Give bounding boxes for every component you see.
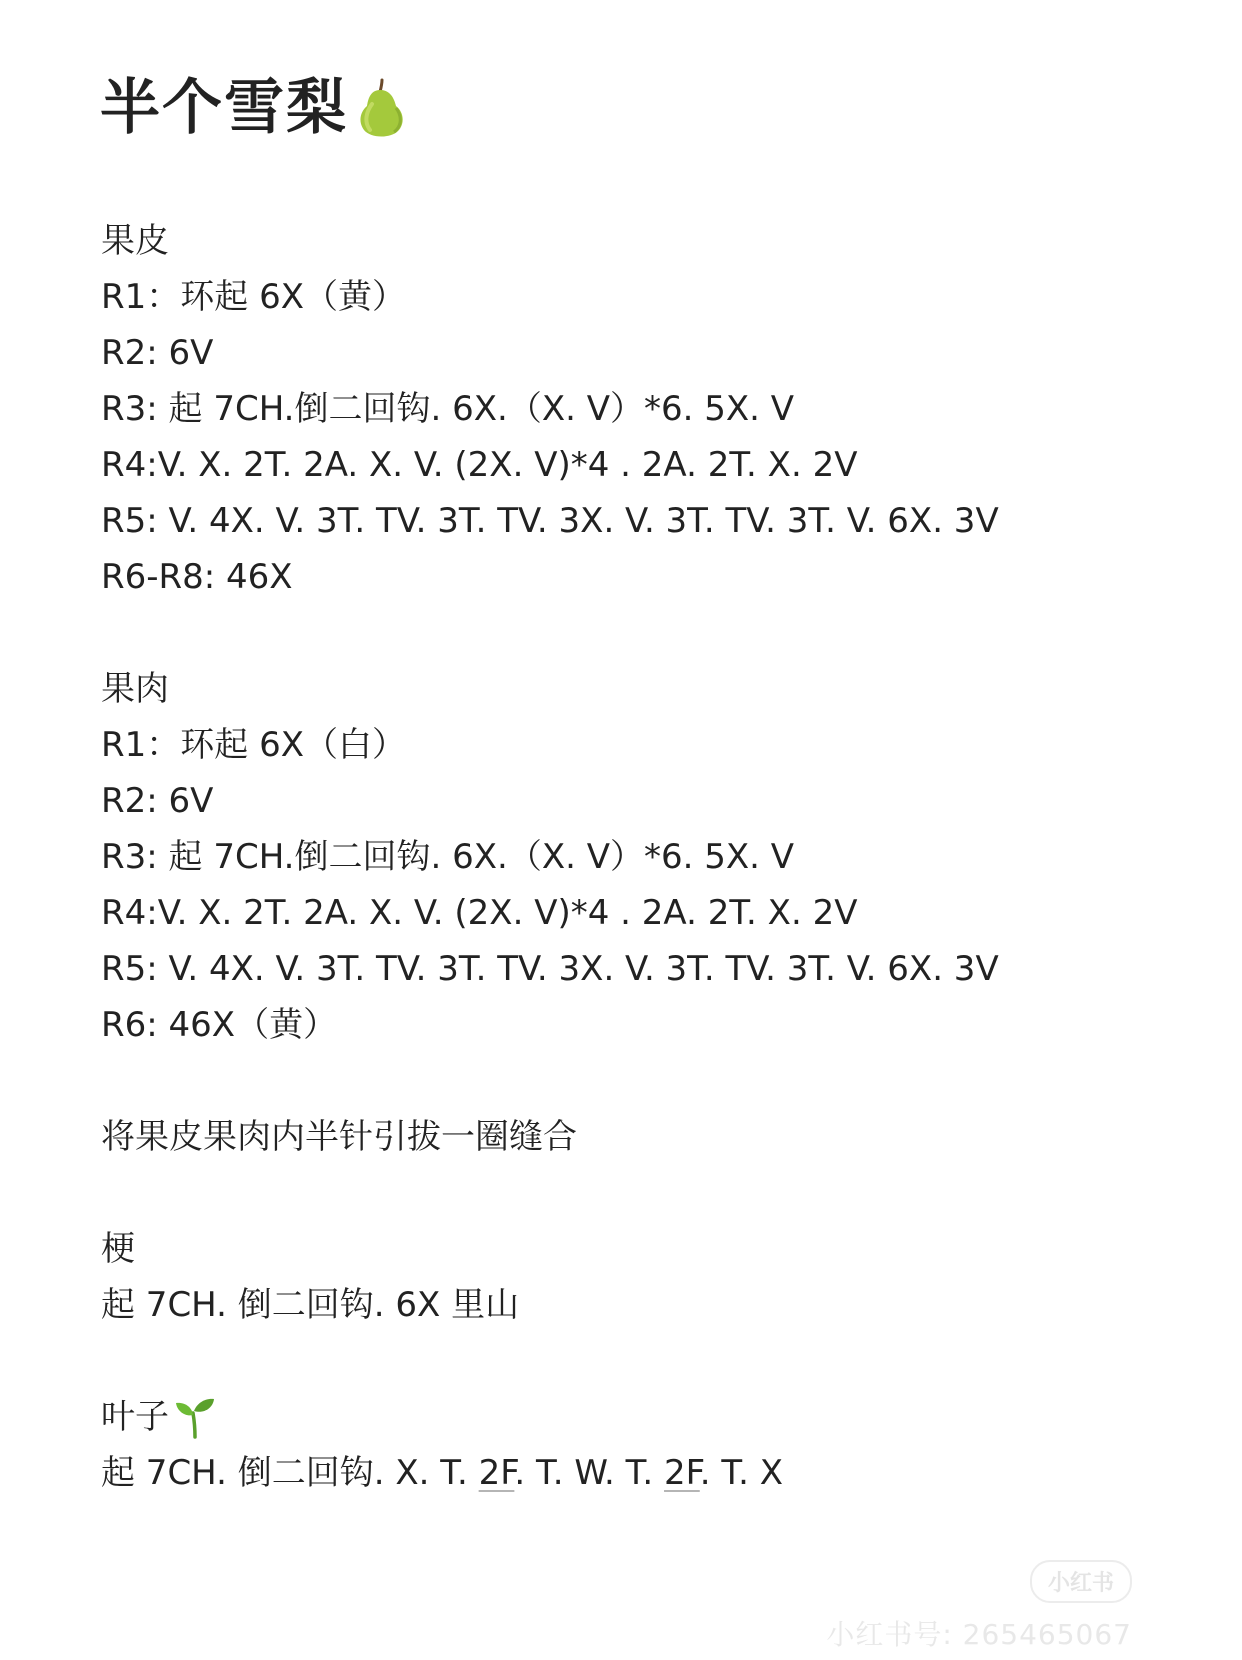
flesh-row-4: R4:V. X. 2T. 2A. X. V. (2X. V)*4 . 2A. 2T. X. 2V [101,893,858,933]
peel-row-5: R5: V. 4X. V. 3T. TV. 3T. TV. 3X. V. 3T. TV. 3T. V. 6X. 3V [101,501,999,541]
section-heading-stem: 梗 [101,1229,135,1269]
peel-row-4: R4:V. X. 2T. 2A. X. V. (2X. V)*4 . 2A. 2T. X. 2V [101,445,858,485]
flesh-row-6: R6: 46X（黄） [101,1005,338,1045]
section-heading-flesh: 果肉 [101,669,169,709]
leaf-row [101,1445,1161,1501]
peel-row-6: R6-R8: 46X [101,557,293,597]
join-instruction: 将果皮果肉内半针引拔一圈缝合 [101,1117,577,1157]
leaf-row-part-3: . T. W. T. [514,1453,665,1493]
leaf-row-part-5: . T. X [699,1453,784,1493]
flesh-row-1: R1：环起 6X（白） [101,725,406,765]
spacer [101,1053,1161,1109]
peel-row-3: R3: 起 7CH.倒二回钩. 6X.（X. V）*6. 5X. V [101,389,795,429]
spacer [101,1165,1161,1221]
peel-row-2: R2: 6V [101,333,214,373]
leaf-row-part-2: 2F [478,1453,515,1493]
peel-row-1: R1：环起 6X（黄） [101,277,406,317]
flesh-row-3: R3: 起 7CH.倒二回钩. 6X.（X. V）*6. 5X. V [101,837,795,877]
spacer [101,605,1161,661]
pattern-content [101,213,1161,1501]
watermark-id: 小红书号: 265465067 [826,1618,1132,1651]
leaf-row-part-1: 起 7CH. 倒二回钩. X. T. [101,1453,479,1493]
section-heading-peel: 果皮 [101,221,169,261]
leaf-heading-text: 叶子 [101,1397,169,1437]
watermark-logo: 小红书 [1030,1560,1132,1603]
seedling-icon [173,1395,217,1439]
stem-row: 起 7CH. 倒二回钩. 6X 里山 [101,1285,520,1325]
leaf-row-part-4: 2F [664,1453,700,1493]
section-heading-leaf [101,1389,1161,1445]
page-title [100,68,410,148]
pear-icon [352,76,410,140]
watermark [826,1560,1132,1653]
title-text: 半个雪梨 [100,73,348,143]
flesh-row-2: R2: 6V [101,781,214,821]
flesh-row-5: R5: V. 4X. V. 3T. TV. 3T. TV. 3X. V. 3T. TV. 3T. V. 6X. 3V [101,949,999,989]
spacer [101,1333,1161,1389]
